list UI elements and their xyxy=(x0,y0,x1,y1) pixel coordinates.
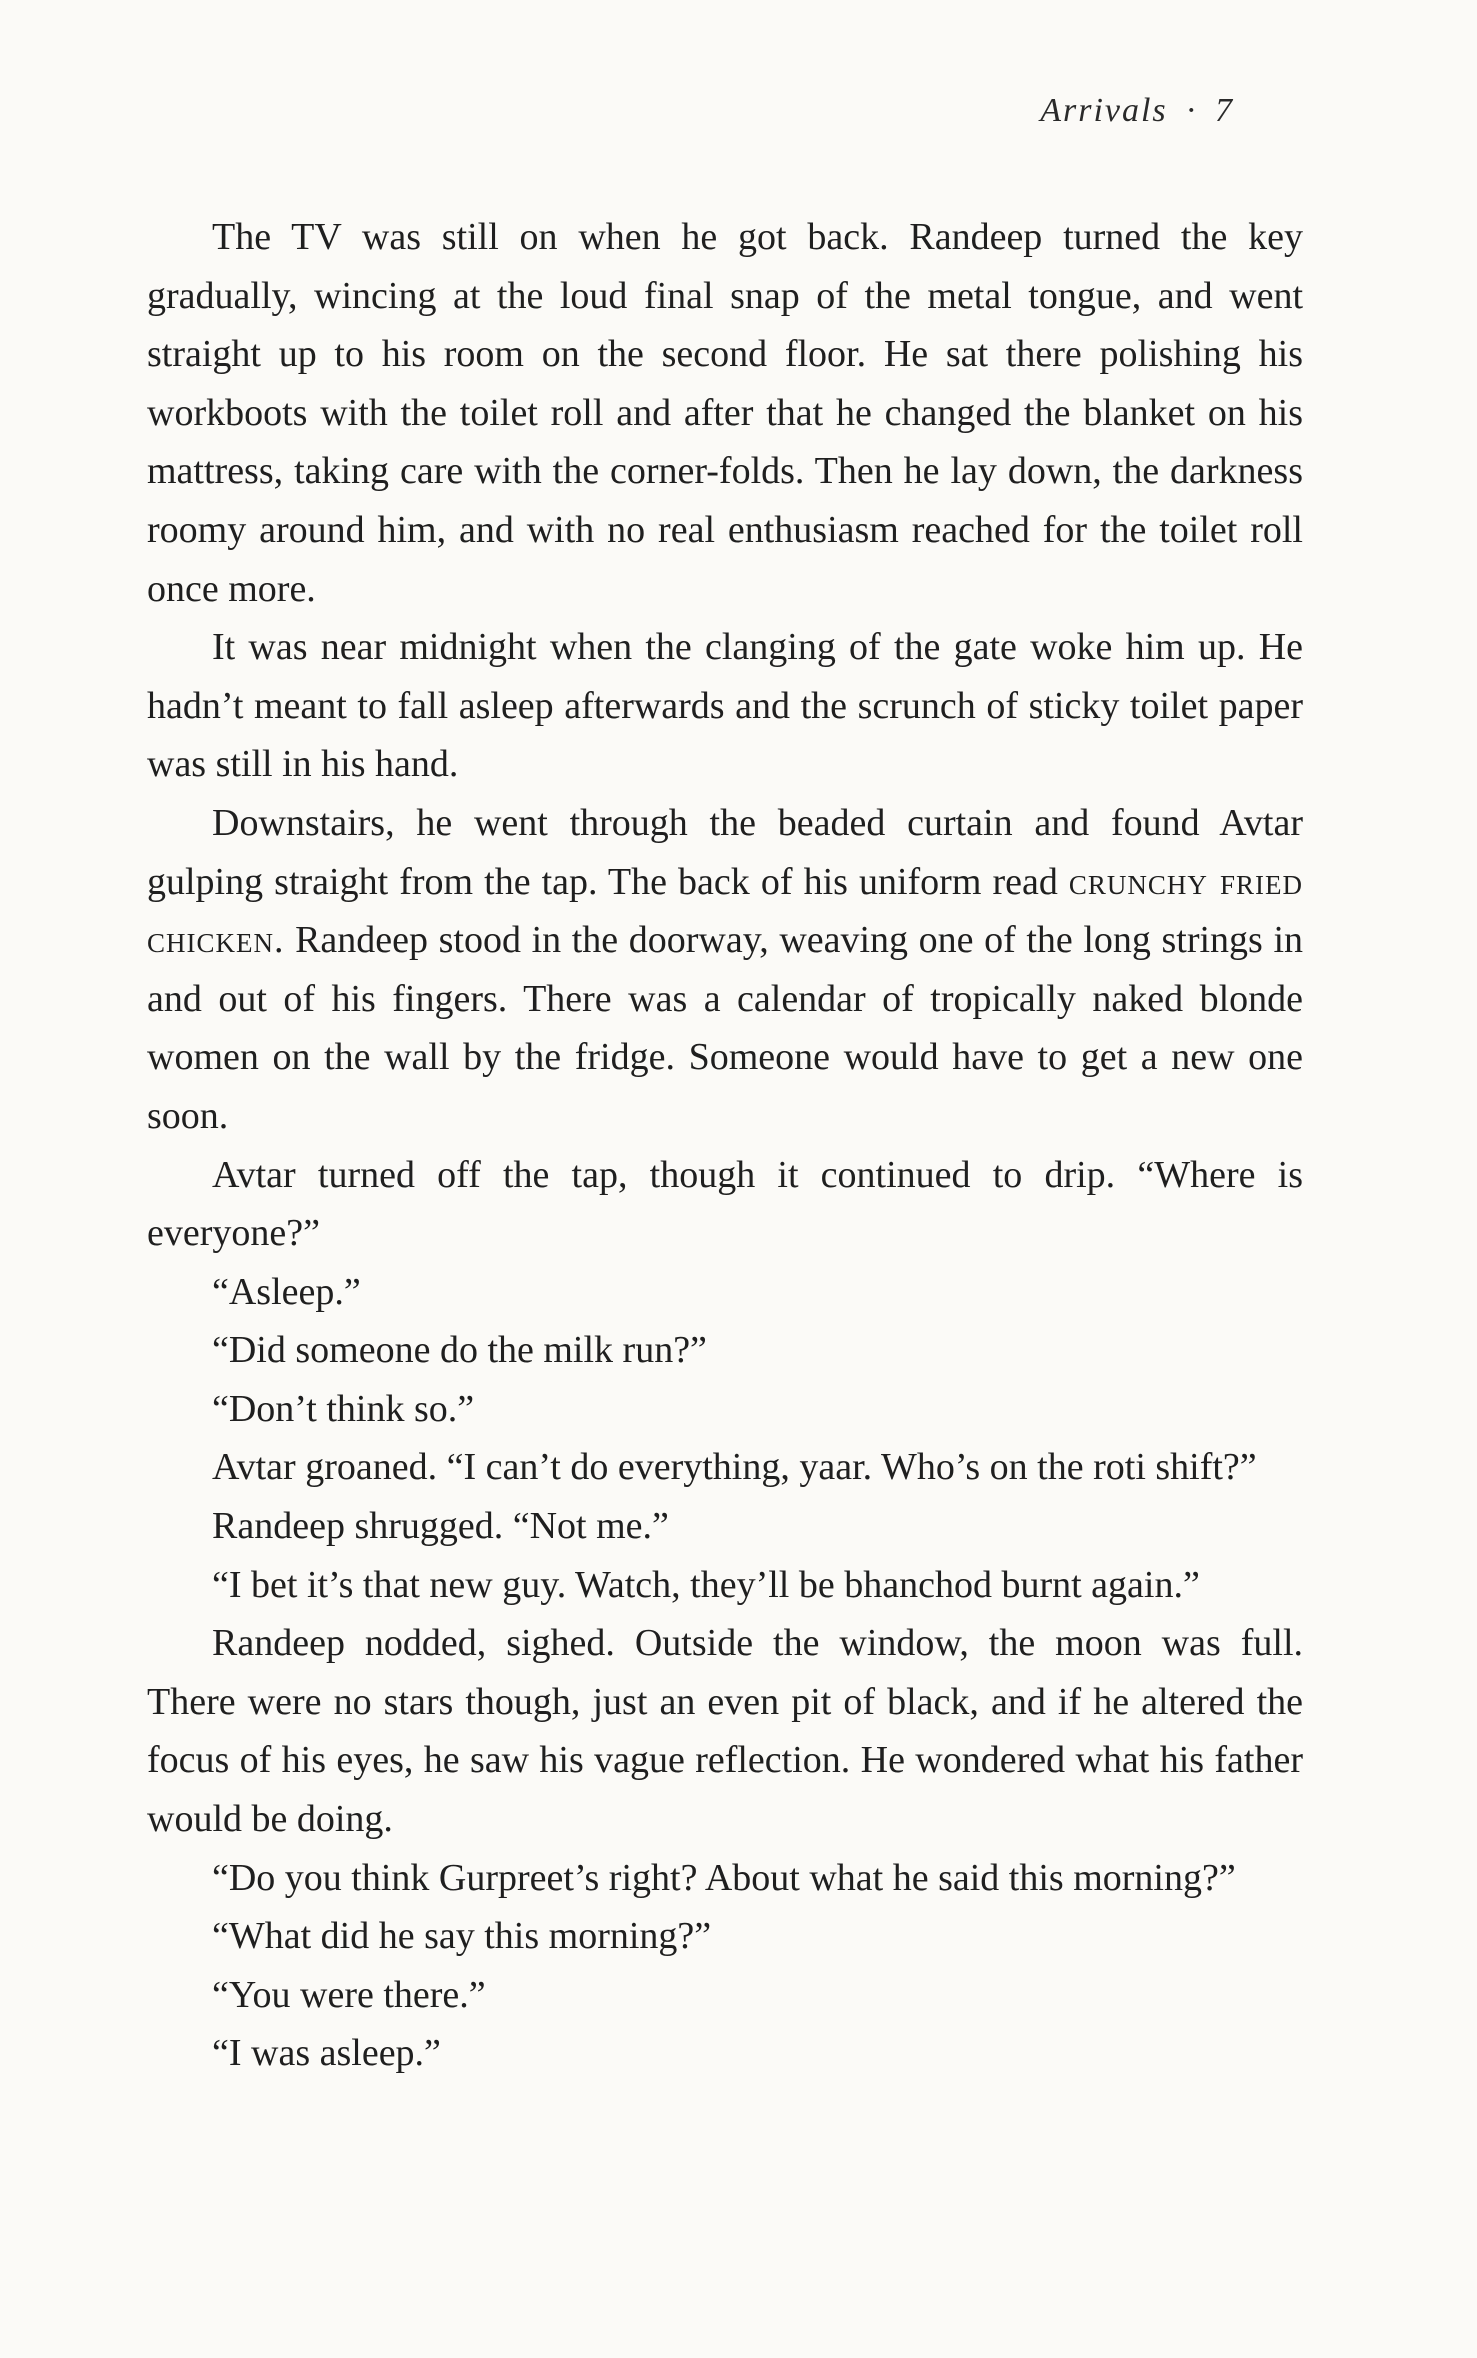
page-number: 7 xyxy=(1215,92,1234,129)
dialogue-line: “Do you think Gurpreet’s right? About what he said this morning?” xyxy=(212,1856,1236,1899)
paragraph-text: Randeep stood in the doorway, weaving one of the long strings in and out of his fingers. There was a calendar of tropically naked blonde women on the wall by the fridge. Someone would have to get a new one soon. xyxy=(147,919,1303,1137)
paragraph: Avtar groaned. “I can’t do everything, yaar. Who’s on the roti shift?” xyxy=(212,1446,1257,1489)
header-separator: · xyxy=(1185,92,1199,129)
running-head xyxy=(1040,92,1234,130)
body-text xyxy=(147,208,1303,2083)
dialogue-line: “Don’t think so.” xyxy=(212,1387,475,1430)
dialogue-line: “Did someone do the milk run?” xyxy=(212,1329,707,1372)
paragraph: The TV was still on when he got back. Randeep turned the key gradually, wincing at the loud final snap of the metal tongue, and went straight up to his room on the second floor. He sat there polishing his workboots with the toilet roll and after that he changed the blanket on his mattress, taking care with the corner-folds. Then he lay down, the darkness roomy around him, and with no real enthusiasm reached for the toilet roll once more. xyxy=(147,216,1303,610)
paragraph xyxy=(147,794,1303,1146)
dialogue-line: “I was asleep.” xyxy=(212,2032,441,2075)
chapter-title: Arrivals xyxy=(1040,92,1168,129)
uniform-text: crunchy fried chicken. xyxy=(147,860,1303,962)
dialogue-line: “What did he say this morning?” xyxy=(212,1915,712,1958)
paragraph: Avtar turned off the tap, though it continued to drip. “Where is everyone?” xyxy=(147,1153,1303,1255)
dialogue-line: “I bet it’s that new guy. Watch, they’ll be bhanchod burnt again.” xyxy=(212,1563,1200,1606)
paragraph: Randeep nodded, sighed. Outside the window, the moon was full. There were no stars though, just an even pit of black, and if he altered the focus of his eyes, he saw his vague reflection. He wondered what his father would be doing. xyxy=(147,1622,1303,1841)
paragraph: Randeep shrugged. “Not me.” xyxy=(212,1505,669,1548)
dialogue-line: “Asleep.” xyxy=(212,1270,361,1313)
dialogue-line: “You were there.” xyxy=(212,1973,486,2016)
paragraph: It was near midnight when the clanging of the gate woke him up. He hadn’t meant to fall asleep afterwards and the scrunch of sticky toilet paper was still in his hand. xyxy=(147,626,1303,786)
paragraph-text: Downstairs, he went through the beaded curtain and found Avtar gulping straight from the tap. The back of his uniform read xyxy=(147,801,1303,903)
